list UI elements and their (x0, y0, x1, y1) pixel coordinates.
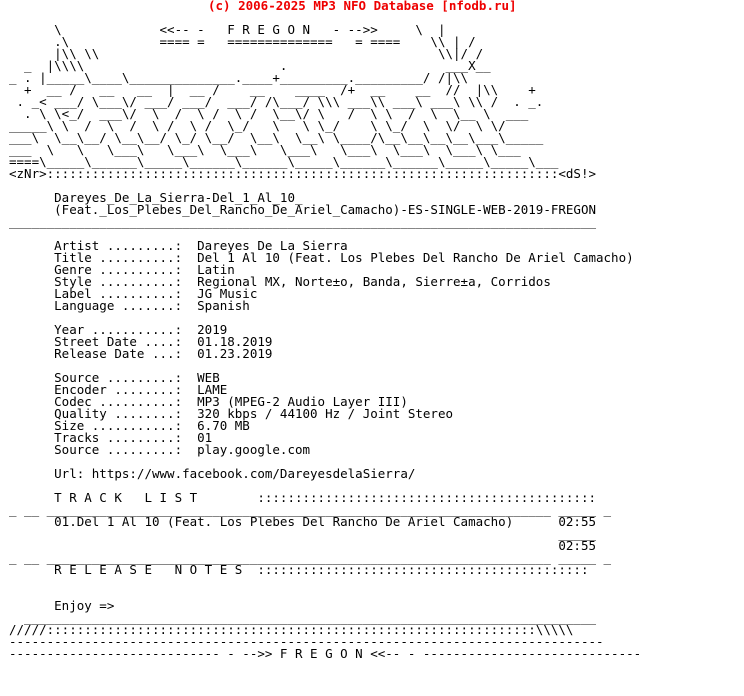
nfo-line: Source .........: play.google.com (9, 442, 311, 457)
nfo-line: Encoder ........: LAME (9, 382, 228, 397)
nfo-line: _____ (9, 526, 596, 541)
nfo-line: \ <<-- - F R E G O N - -->> \ | (9, 22, 446, 37)
nfo-line: _ . |_____\____\______________.____+_________._________/ /|\\ (9, 70, 469, 85)
nfo-line: + __ / __ __ | __ / __ ____ /+ __ __ // |\\ + (9, 82, 536, 97)
nfo-line: ====\_____\______\_____\______\______\_____\______\______\_____\_____\___ (9, 154, 559, 169)
nfo-line: Release Date ...: 01.23.2019 (9, 346, 273, 361)
nfo-line: _ |\\\\ . ___X__ (9, 58, 491, 73)
nfo-line: Size ...........: 6.70 MB (9, 418, 250, 433)
nfo-line: (Feat._Los_Plebes_Del_Rancho_De_Ariel_Camacho)-ES-SINGLE-WEB-2019-FREGON (9, 202, 596, 217)
nfo-line: ------------------------------------------------------------------------------- (9, 634, 604, 649)
nfo-line: . \ \<_/ ___\/ \ / \ / \ / \__\/ \ / \ \ / \ \__ \ ___ (9, 106, 529, 121)
nfo-line: <zNr>::::::::::::::::::::::::::::::::::::::::::::::::::::::::::::::::::::<dS!> (9, 166, 596, 181)
nfo-line: Tracks .........: 01 (9, 430, 213, 445)
nfo-line: ---------------------------- - -->> F R E G O N <<-- - ----------------------------- (9, 646, 642, 661)
nfo-line: Dareyes_De_La_Sierra-Del_1_Al_10_ (9, 190, 303, 205)
nfo-line: Enjoy => (9, 598, 115, 613)
nfo-line: Street Date ....: 01.18.2019 (9, 334, 273, 349)
database-credit: (c) 2006-2025 MP3 NFO Database [nfodb.ru] (208, 0, 517, 13)
nfo-line: R E L E A S E N O T E S :::::::::::::::::::::::::::::::::::::::::::: (9, 562, 589, 577)
nfo-line: Title ..........: Del 1 Al 10 (Feat. Los Plebes Del Rancho De Ariel Camacho) (9, 250, 634, 265)
nfo-line: Source .........: WEB (9, 370, 220, 385)
nfo-line: Label ..........: JG Music (9, 286, 258, 301)
nfo-line: Quality ........: 320 kbps / 44100 Hz / Joint Stereo (9, 406, 454, 421)
nfo-line: Language .......: Spanish (9, 298, 250, 313)
nfo-line: ___ \ \ \___\ \___\ \___\ \___\ \___\ \___\ \___\ \___ (9, 142, 521, 157)
nfo-line: Year ...........: 2019 (9, 322, 228, 337)
nfo-line: ____________________________________________________________________________ (9, 610, 596, 625)
nfo-line: Url: https://www.facebook.com/DareyesdelaSierra/ (9, 466, 416, 481)
nfo-line: ______________________________________________________________________________ (9, 214, 596, 229)
nfo-line: 01.Del 1 Al 10 (Feat. Los Plebes Del Rancho De Ariel Camacho) 02:55 (9, 514, 596, 529)
nfo-line: _____\ \ / \ / \ / \ / \_/ \ \ \_/ \ \_/ \ \/ \ \/ (9, 118, 506, 133)
nfo-line: |\\ \\ \\|/ / (9, 46, 484, 61)
nfo-line: .\ ==== = ============== = ==== \\ | / (9, 34, 476, 49)
nfo-line: ___\ \__\__/ \__\__/ \_/ \__/ \__\ \__\ \____/\__\__\__\__\___\_____ (9, 130, 544, 145)
nfo-line: Genre ..........: Latin (9, 262, 235, 277)
nfo-line: Codec ..........: MP3 (MPEG-2 Audio Layer III) (9, 394, 408, 409)
nfo-line: 02:55 (9, 538, 596, 553)
nfo-line: Artist .........: Dareyes De La Sierra (9, 238, 348, 253)
nfo-line: _ __ ___________________________________________________________________ _____ _ (9, 550, 612, 565)
nfo-line: /////:::::::::::::::::::::::::::::::::::::::::::::::::::::::::::::::::\\\\\ (9, 622, 574, 637)
nfo-line: _ __ ___________________________________________________________________ _____ _ (9, 502, 612, 517)
nfo-line: Style ..........: Regional MX, Norte±o, Banda, Sierre±a, Corridos (9, 274, 551, 289)
nfo-line: T R A C K L I S T ::::::::::::::::::::::::::::::::::::::::::::: (9, 490, 596, 505)
nfo-line: . _< ___/ \___\/ ___/ ___/ ___/ /\___/ \\\ ___\\ ___\ ___\ \\ / . _. (9, 94, 544, 109)
